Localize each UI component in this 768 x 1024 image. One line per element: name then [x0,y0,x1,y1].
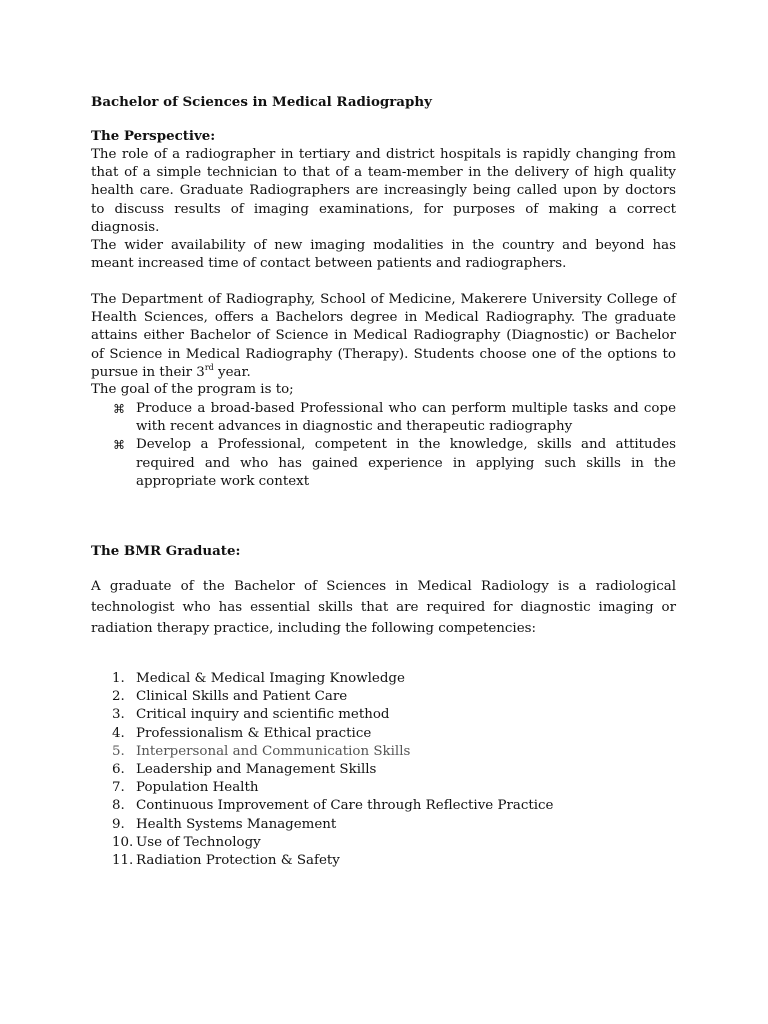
competency-item [91,779,553,797]
document-title: Bachelor of Sciences in Medical Radiography [91,94,432,110]
competency-item [91,761,553,779]
competency-text: Use of Technology [136,834,261,850]
ordinal-superscript: rd [204,362,214,372]
goal-intro: The goal of the program is to; [91,382,294,397]
competency-number: 8. [112,798,125,814]
goal-list [91,400,676,491]
competency-number: 3. [112,707,125,723]
competency-list [91,670,553,870]
competency-text: Interpersonal and Communication Skills [136,743,411,759]
competency-text: Population Health [136,780,259,796]
bullet-icon: ⌘ [113,438,125,453]
paragraph-3-text: The Department of Radiography, School of Medicine, Makerere University College of Health Sciences, offers a Bachelors degree in Medical Radiography. The graduate attains either Bachelor of Science in Medical Radiography (Diagnostic) or Bachelor of Science in Medical Radiography (Therapy). Students choose one of the options to pursue in their 3 [91,292,676,380]
perspective-paragraph-3 [91,291,676,382]
competency-item [91,706,553,724]
competency-text: Continuous Improvement of Care through Reflective Practice [136,798,554,814]
competency-number: 11. [112,853,134,869]
competency-text: Health Systems Management [136,816,337,832]
competency-text: Leadership and Management Skills [136,762,377,778]
competency-item [91,852,553,870]
competency-number: 9. [112,816,125,832]
competency-number: 4. [112,725,125,741]
competency-number: 10. [112,834,134,850]
bmr-heading: The BMR Graduate: [91,543,241,559]
competency-text: Radiation Protection & Safety [136,853,340,869]
competency-number: 7. [112,780,125,796]
competency-item [91,816,553,834]
competency-item [91,725,553,743]
competency-item [91,688,553,706]
perspective-paragraph-1: The role of a radiographer in tertiary and district hospitals is rapidly changing from that of a simple technician to that of a team-member in the delivery of high quality health care. Graduate Radiographers are increasingly being called upon by doctors to discuss results of imaging examinations, for purposes of making a correct diagnosis. [91,147,676,235]
goal-text: Develop a Professional, competent in the knowledge, skills and attitudes required and who has gained experience in applying such skills in the appropriate work context [136,437,676,489]
bullet-icon: ⌘ [113,402,125,416]
goal-item [91,400,676,436]
competency-item [91,797,553,815]
competency-item [91,670,553,688]
perspective-heading: The Perspective: [91,128,216,144]
competency-text: Clinical Skills and Patient Care [136,689,348,705]
goal-item [91,436,676,491]
competency-text: Professionalism & Ethical practice [136,725,372,741]
competency-number: 1. [112,671,125,686]
paragraph-3-end: year. [213,364,251,380]
competency-item [91,834,553,852]
competency-text: Critical inquiry and scientific method [136,707,390,723]
competency-number: 6. [112,762,125,778]
competency-number: 2. [112,689,125,705]
perspective-paragraph-2: The wider availability of new imaging modalities in the country and beyond has meant increased time of contact between patients and radiographers. [91,238,676,272]
competency-text: Medical & Medical Imaging Knowledge [136,671,405,686]
competency-number: 5. [112,743,125,759]
bmr-intro-paragraph: A graduate of the Bachelor of Sciences in Medical Radiology is a radiological technologist who has essential skills that are required for diagnostic imaging or radiation therapy practice, including the following competencies: [91,579,676,636]
goal-text: Produce a broad-based Professional who can perform multiple tasks and cope with recent advances in diagnostic and therapeutic radiography [136,401,676,435]
competency-item [91,743,553,761]
